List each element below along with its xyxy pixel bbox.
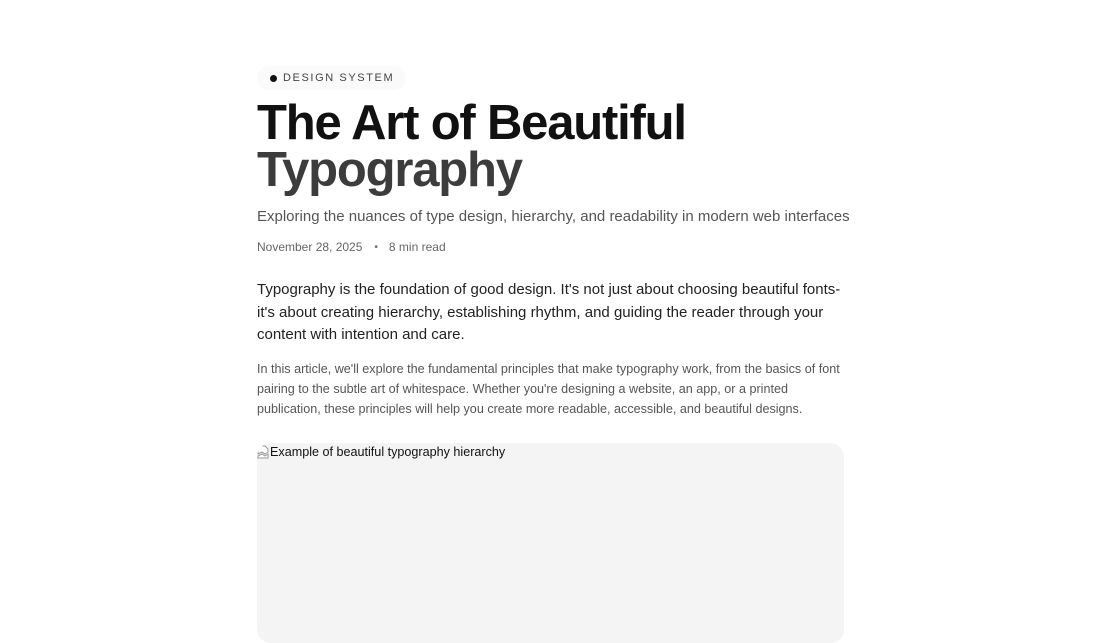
image-alt-fallback xyxy=(257,445,505,459)
dot-icon xyxy=(270,75,277,82)
category-tag-label: DESIGN SYSTEM xyxy=(283,72,395,84)
publish-date: November 28, 2025 xyxy=(257,240,363,254)
lead-paragraph: Typography is the foundation of good design. It's not just about choosing beautiful fonts-it's about creating hierarchy, establishing rhythm, and guiding the reader through your content with intention and care. xyxy=(257,281,841,343)
read-time: 8 min read xyxy=(388,240,446,254)
meta-separator: • xyxy=(374,241,378,253)
body-paragraph: In this article, we'll explore the fundamental principles that make typography work, from the basics of font pairing to the subtle art of whitespace. Whether you're designing a website, an app, or a printed publication, these principles will help you create more readable, accessible, and beautiful designs. xyxy=(257,362,840,416)
article-subtitle: Exploring the nuances of type design, hierarchy, and readability in modern web interfaces xyxy=(257,208,850,225)
article-title xyxy=(257,96,686,197)
article-title-line-2: Typography xyxy=(257,143,522,197)
image-alt-text: Example of beautiful typography hierarchy xyxy=(270,445,506,459)
article-image xyxy=(257,443,844,643)
article-meta xyxy=(257,240,446,254)
article-title-line-1: The Art of Beautiful xyxy=(257,96,686,150)
category-tag[interactable] xyxy=(257,66,406,90)
broken-image-icon xyxy=(257,445,269,459)
